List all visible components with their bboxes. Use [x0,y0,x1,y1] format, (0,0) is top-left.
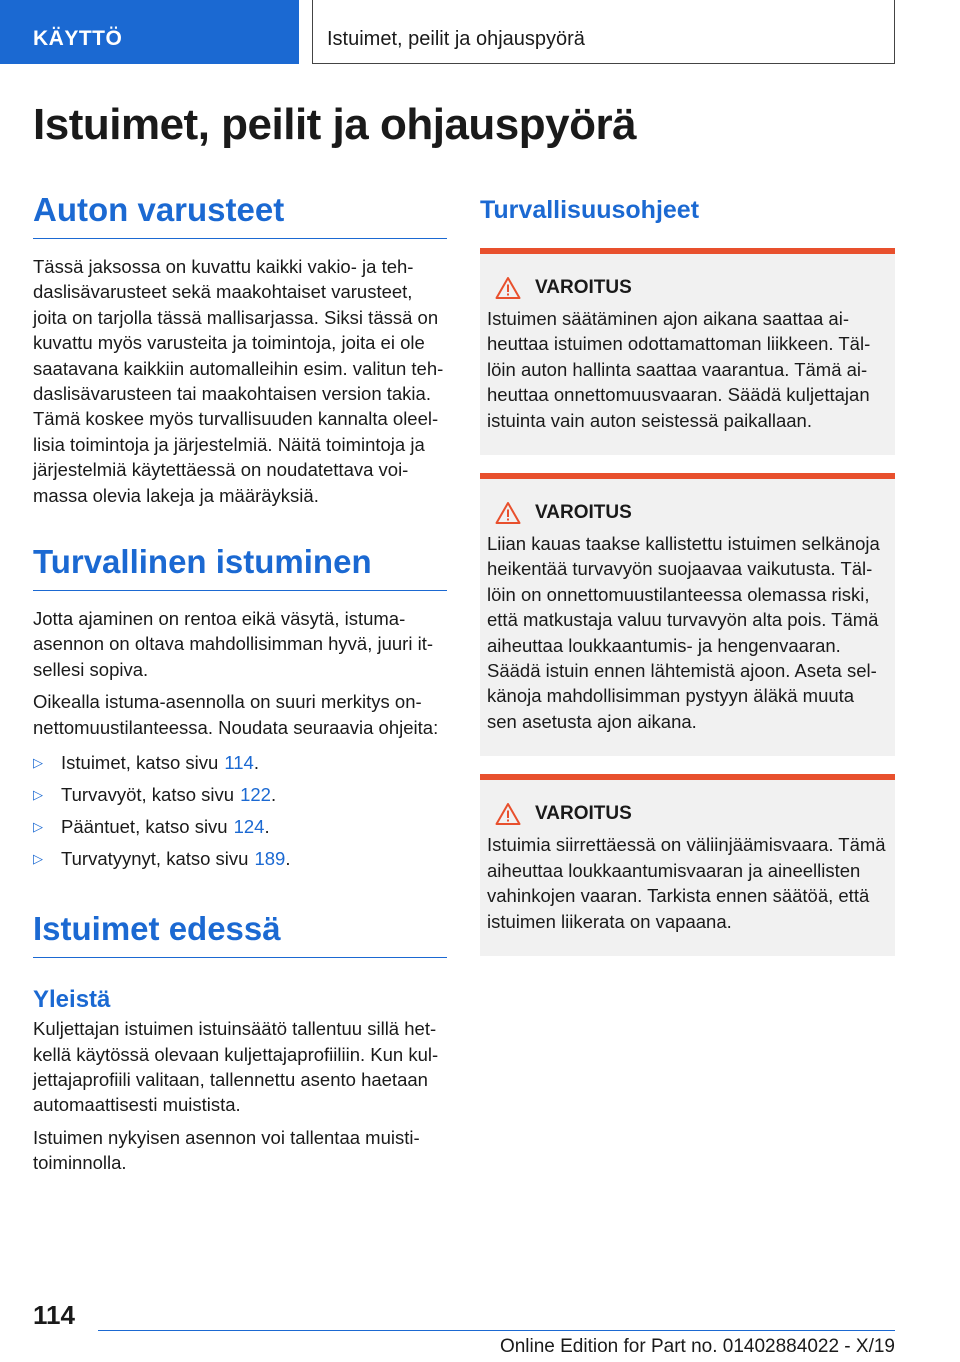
list-item [33,843,447,875]
reference-list [33,747,447,875]
warning-text: Istuimia siirrettäessä on väliinjäämisvaara. Tämä aiheuttaa loukkaantumisvaaran ja aineellisten vahinkojen vaaran. Tarkista ennen säätöä, että istuimen liikerata on vapaana. [487,834,886,932]
warning-title: VAROITUS [535,502,632,524]
list-item [33,747,447,779]
heading-equipment: Auton varusteet [33,190,447,239]
warning-text: Istuimen säätäminen ajon aikana saattaa ai-heuttaa istuimen odottamattoman liikkeen. Täl-löin auton hallinta saattaa vaarantua. Tämä ai-heuttaa onnettomuusvaaran. Säädä kuljettajan istuinta vain auton seistessä paikallaan. [487,308,871,431]
ref-period: . [285,848,291,870]
page-link-122[interactable]: 122 [240,784,271,806]
warning-title: VAROITUS [535,803,632,825]
triangle-right-icon: ▷ [33,755,43,771]
list-item [33,811,447,843]
warning-triangle-icon [495,802,521,826]
ref-label: Turvatyynyt, katso sivu [61,848,249,870]
warning-title: VAROITUS [535,277,632,298]
warning-triangle-icon [495,276,521,300]
front-seats-text-2: Istuimen nykyisen asennon voi tallentaa muisti-toiminnolla. [33,1126,420,1174]
page-link-114[interactable]: 114 [224,752,254,774]
footer-divider [98,1330,895,1331]
page-link-189[interactable]: 189 [254,848,286,870]
sitting-text-1: Jotta ajaminen on rentoa eikä väsytä, istuma-asennon on oltava mahdollisimman hyvä, juuri it-sellesi sopiva. [33,608,434,680]
warning-text: Liian kauas taakse kallistettu istuimen selkänoja heikentää turvavyön suojaavaa vaikutusta. Täl-löin on onnettomuustilanteessa olemassa riski, että matkustaja valuu turvavyön alta pois. Tämä aiheuttaa loukkaantumis- ja hengenvaaran. Säädä istuin ennen lähtemistä ajoon. Aseta sel-känoja mahdollisimman pystyyn äläkä muuta sen asetusta ajon aikana. [487,533,880,732]
sitting-text-2: Oikealla istuma-asennolla on suuri merkitys on-nettomuustilanteessa. Noudata seuraavia ohjeita: [33,691,439,738]
triangle-right-icon: ▷ [33,787,43,803]
header-chapter-title: Istuimet, peilit ja ohjauspyörä [312,0,895,64]
front-seats-text-1: Kuljettajan istuimen istuinsäätö tallentuu sillä het-kellä käytössä olevaan kuljettajaprofiiliin. Kun kul-jettajaprofiili valitaan, tallennettu asento haetaan automaattisesti muistista. [33,1018,439,1116]
warning-box [480,774,895,956]
heading-front-seats: Istuimet edessä [33,909,447,958]
ref-label: Istuimet, katso sivu [61,752,219,774]
ref-label: Pääntuet, katso sivu [61,816,228,838]
ref-period: . [253,752,259,774]
subheading-general: Yleistä [33,986,111,1014]
list-item [33,779,447,811]
triangle-right-icon: ▷ [33,819,43,835]
header-section-tab: KÄYTTÖ [0,0,299,64]
equipment-text: Tässä jaksossa on kuvattu kaikki vakio- ja teh-daslisävarusteet sekä maakohtaiset varusteet, joita on tarjolla tässä mallisarjassa. Siksi tässä on kuvattu myös varusteita ja toimintoja, joita ei ole saatavana kaikkiin automalleihin esim. valitun teh-daslisävarusteen tai maakohtaisen version takia. Tämä koskee myös turvallisuuden kannalta oleel-lisia toimintoja ja järjestelmiä. Näitä toimintoja ja järjestelmiä käytettäessä on noudatettava voi-massa olevia lakeja ja määräyksiä. [33,256,444,506]
page-link-124[interactable]: 124 [233,816,265,838]
heading-safety-instructions: Turvallisuusohjeet [480,196,700,224]
ref-label: Turvavyöt, katso sivu [61,784,235,806]
ref-period: . [270,784,277,806]
triangle-right-icon: ▷ [33,851,43,867]
heading-safe-sitting: Turvallinen istuminen [33,542,447,591]
page-number: 114 [33,1300,75,1330]
page-title: Istuimet, peilit ja ohjauspyörä [33,100,637,149]
left-column [33,190,447,1176]
footer-edition: Online Edition for Part no. 01402884022 - X/19 [499,1336,895,1357]
ref-period: . [264,816,270,838]
warning-box [480,248,895,455]
warning-triangle-icon [495,501,521,525]
warning-box [480,473,895,756]
right-column [480,190,895,956]
